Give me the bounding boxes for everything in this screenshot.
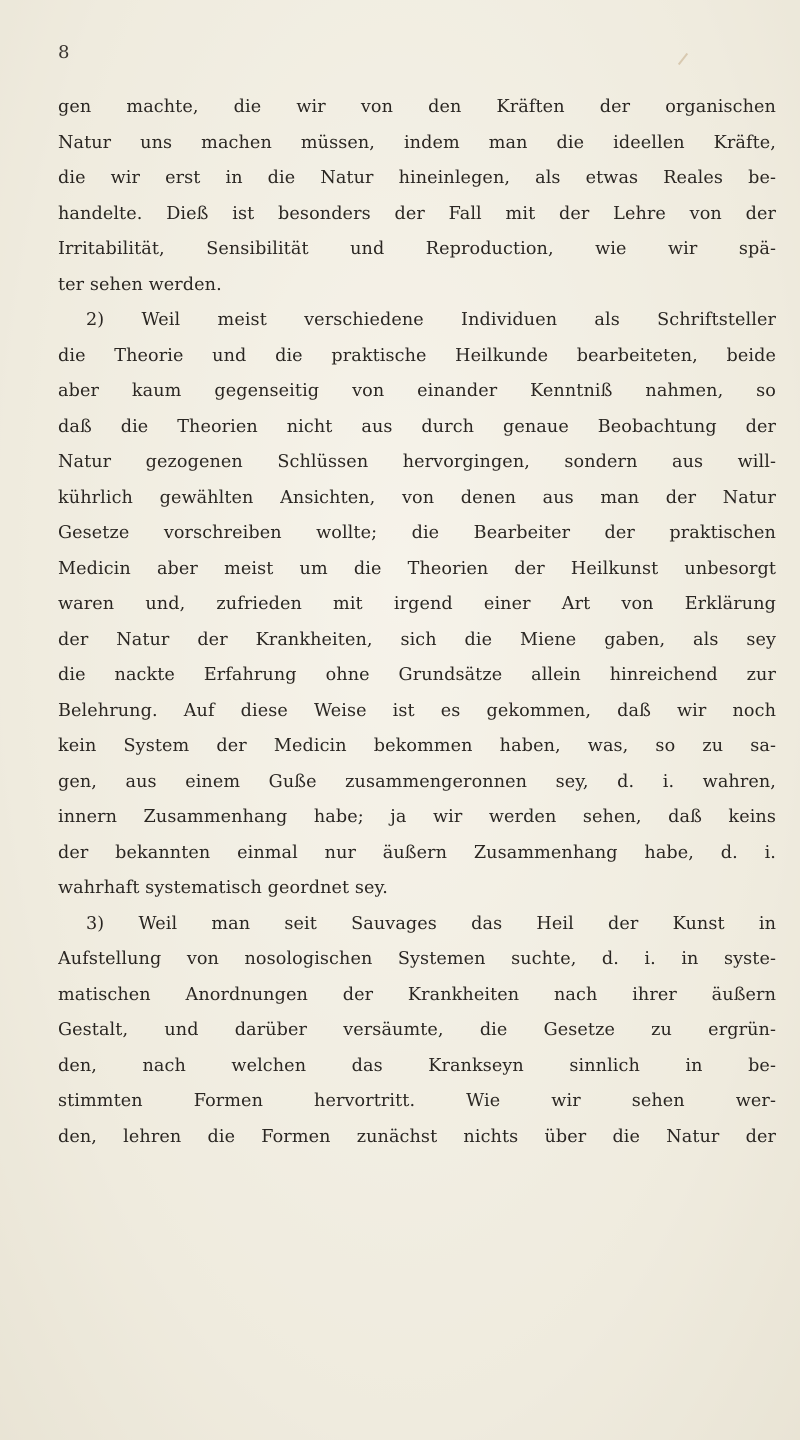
text-line: wahrhaft systematisch geordnet sey. <box>58 878 388 898</box>
page-number: 8 <box>58 42 70 63</box>
text-line: daß die Theorien nicht aus durch genaue Beobachtung der <box>58 416 776 437</box>
text-line: 2) Weil meist verschiedene Individuen als Schriftsteller <box>86 310 776 330</box>
text-line: aber kaum gegenseitig von einander Kenntniß nahmen, so <box>58 381 776 401</box>
text-line: der bekannten einmal nur äußern Zusammenhang habe, d. i. <box>58 842 776 863</box>
text-line: Natur uns machen müssen, indem man die ideellen Kräfte, <box>58 132 776 153</box>
text-line: kührlich gewählten Ansichten, von denen aus man der Natur <box>58 487 776 508</box>
text-line: ter sehen werden. <box>58 274 222 295</box>
text-line: 3) Weil man seit Sauvages das Heil der Kunst in <box>86 913 776 934</box>
text-line: Gestalt, und darüber versäumte, die Gesetze zu ergrün- <box>58 1020 776 1040</box>
text-line: Belehrung. Auf diese Weise ist es gekommen, daß wir noch <box>58 700 776 721</box>
text-line: gen machte, die wir von den Kräften der organischen <box>58 97 776 117</box>
text-line: die Theorie und die praktische Heilkunde bearbeiteten, beide <box>58 345 776 366</box>
text-line: handelte. Dieß ist besonders der Fall mit der Lehre von der <box>58 203 776 224</box>
text-line: kein System der Medicin bekommen haben, was, so zu sa- <box>58 736 776 756</box>
ink-mark <box>678 53 688 65</box>
text-line: Gesetze vorschreiben wollte; die Bearbeiter der praktischen <box>58 523 776 543</box>
text-line: matischen Anordnungen der Krankheiten nach ihrer äußern <box>58 984 776 1005</box>
text-line: waren und, zufrieden mit irgend einer Art von Erklärung <box>58 594 776 614</box>
text-line: der Natur der Krankheiten, sich die Miene gaben, als sey <box>58 629 776 650</box>
text-line: innern Zusammenhang habe; ja wir werden sehen, daß keins <box>58 807 776 827</box>
text-line: Aufstellung von nosologischen Systemen suchte, d. i. in syste- <box>58 949 776 969</box>
body-text <box>58 90 776 1155</box>
text-line: stimmten Formen hervortritt. Wie wir sehen wer- <box>58 1091 776 1111</box>
text-line: Natur gezogenen Schlüssen hervorgingen, sondern aus will- <box>58 452 776 472</box>
text-line: den, lehren die Formen zunächst nichts über die Natur der <box>58 1126 776 1147</box>
text-line: Medicin aber meist um die Theorien der Heilkunst unbesorgt <box>58 558 776 579</box>
text-line: Irritabilität, Sensibilität und Reproduction, wie wir spä- <box>58 239 776 259</box>
text-line: die nackte Erfahrung ohne Grundsätze allein hinreichend zur <box>58 665 776 685</box>
text-line: gen, aus einem Guße zusammengeronnen sey, d. i. wahren, <box>58 771 776 792</box>
text-line: den, nach welchen das Krankseyn sinnlich in be- <box>58 1055 776 1076</box>
text-line: die wir erst in die Natur hineinlegen, als etwas Reales be- <box>58 168 776 188</box>
